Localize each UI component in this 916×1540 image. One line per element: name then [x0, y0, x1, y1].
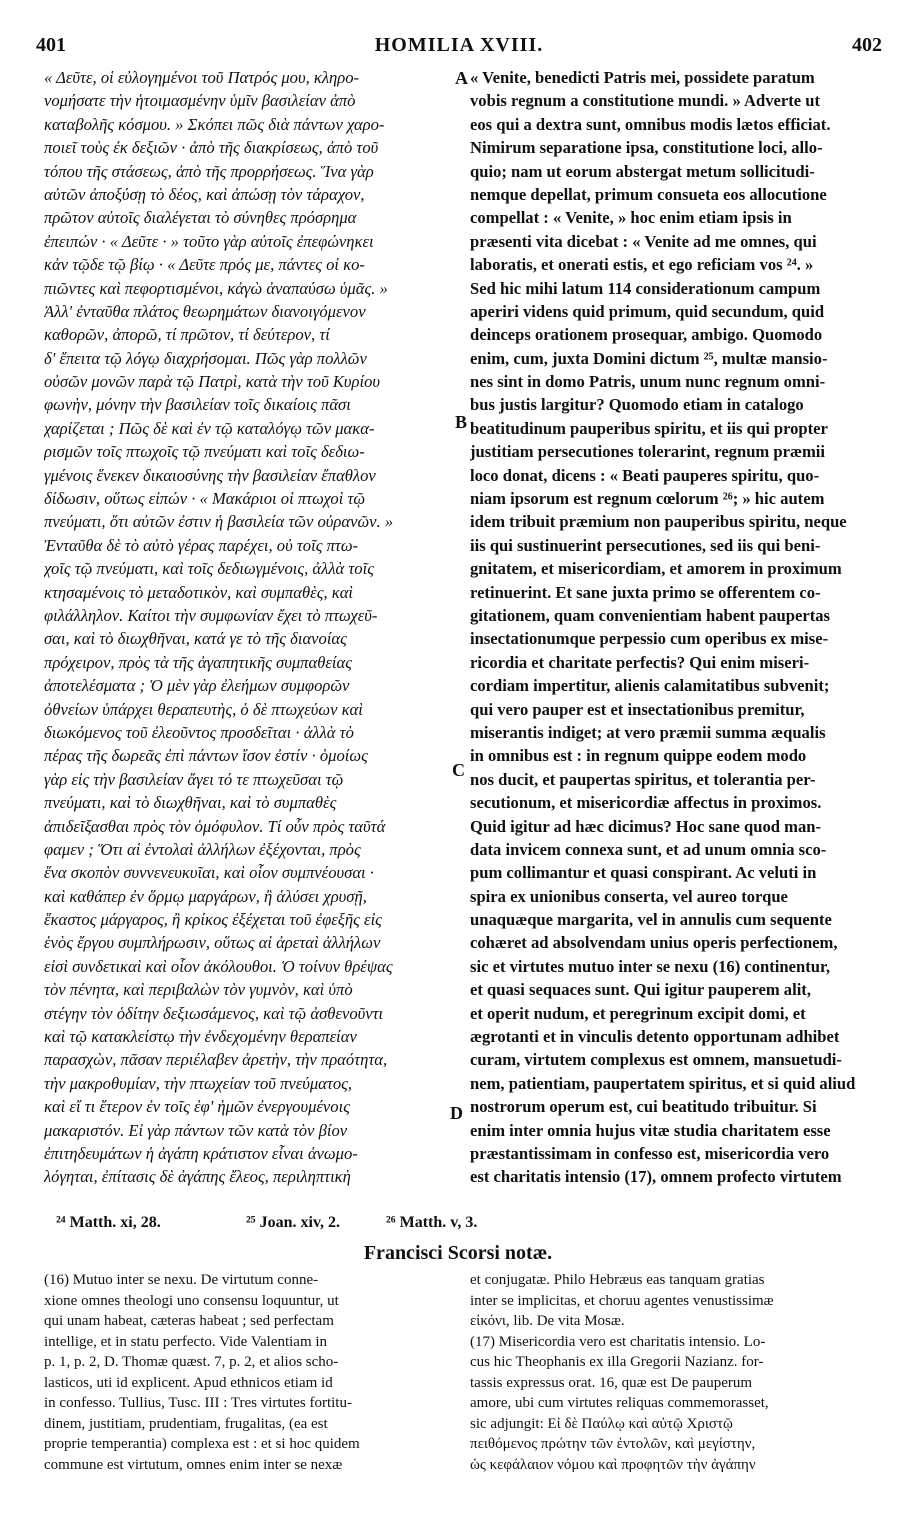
note-line: tassis expressus orat. 16, quæ est De pauperum	[470, 1374, 753, 1391]
greek-text-line: πιῶντες καὶ πεφορτισμένοι, κἀγὼ ἀναπαύσω ὑμᾶς. »	[44, 278, 388, 298]
greek-text-line: « Δεῦτε, οἱ εὐλογημένοι τοῦ Πατρός μου, κληρο-	[44, 68, 360, 87]
note-line: εἰκόνι, lib. De vita Mosæ.	[470, 1313, 625, 1329]
latin-text-line: enim inter omnia hujus vitæ studia charitatem esse	[470, 1120, 831, 1140]
note-line: xione omnes theologi uno consensu loquuntur, ut	[44, 1292, 339, 1309]
greek-text-line: ἕκαστος μάργαρος, ἢ κρίκος ἐξέχεται τοῦ ἐφεξῆς εἰς	[44, 910, 382, 930]
footnote-26: ²⁶ Matth. v, 3.	[386, 1214, 478, 1231]
greek-text-line: μακαριστόν. Εἰ γὰρ πάντων τῶν κατὰ τὸν βίον	[44, 1120, 348, 1140]
latin-text-line: bus justis largitur? Quomodo etiam in catalogo	[470, 395, 804, 415]
greek-text-line: χαρίζεται ; Πῶς δὲ καὶ ἐν τῷ καταλόγῳ τῶν μακα-	[44, 418, 375, 438]
note-line: (16) Mutuo inter se nexu. De virtutum conne-	[44, 1272, 319, 1288]
greek-text-line: καὶ τῷ κατακλείστῳ τὴν ἐνδεχομένην θεραπείαν	[44, 1027, 357, 1047]
note-line: in confesso. Tullius, Tusc. III : Tres virtutes fortitu-	[44, 1395, 352, 1411]
greek-text-line: πνεύματι, ὅτι αὐτῶν ἐστιν ἡ βασιλεία τῶν οὐρανῶν. »	[44, 512, 394, 532]
greek-text-line: καταβολῆς κόσμου. » Σκόπει πῶς διὰ πάντων χαρο-	[44, 114, 385, 134]
greek-text-line: νομήσατε τὴν ἡτοιμασμένην ὑμῖν βασιλείαν ἀπὸ	[44, 91, 356, 111]
latin-text-line: spira ex unionibus conserta, vel aureo torque	[470, 886, 788, 906]
latin-text-line: miserantis indiget; at vero præmii summa æqualis	[470, 722, 826, 742]
greek-text-line: ποιεῖ τοὺς ἐκ δεξιῶν · ἀπὸ τῆς διακρίσεως, ἀπὸ τοῦ	[44, 138, 379, 158]
latin-text-line: loco donat, dicens : « Beati pauperes spiritu, quo-	[470, 465, 820, 485]
latin-text-line: iis qui sustinuerint persecutiones, sed iis qui beni-	[470, 535, 821, 555]
greek-text-line: οὐσῶν μονῶν παρὰ τῷ Πατρὶ, κατὰ τὴν τοῦ Κυρίου	[44, 372, 381, 392]
latin-text-line: retinuerint. Et sane juxta primo se offerentem co-	[470, 582, 821, 602]
note-line: cus hic Theophanis ex illa Gregorii Nazianz. for-	[470, 1354, 764, 1370]
greek-text-column	[44, 66, 452, 1189]
latin-text-line: enim, cum, juxta Domini dictum ²⁵, multæ mansio-	[470, 348, 828, 368]
margin-letter-a: A	[455, 68, 468, 88]
latin-text-line: niam ipsorum est regnum cœlorum ²⁶; » hic autem	[470, 489, 825, 509]
greek-text-line: καθορῶν, ἀπορῶ, τί πρῶτον, τί δεύτερον, τί	[44, 325, 330, 345]
greek-text-line: φιλάλληλον. Καίτοι τὴν συμφωνίαν ἔχει τὸ πτωχεῦ-	[44, 605, 378, 625]
greek-text-line: εἰσὶ συνδετικαὶ καὶ οἷον ἀκόλουθοι. Ὁ τοίνυν θρέψας	[44, 956, 393, 976]
page-header	[36, 34, 882, 60]
latin-text-line: et operit nudum, et peregrinum excipit domi, et	[470, 1003, 806, 1023]
latin-text-line: gitationem, quam convenientiam habent paupertas	[470, 605, 831, 625]
latin-text-line: « Venite, benedicti Patris mei, possidete paratum	[470, 68, 815, 87]
notes-left-column	[44, 1270, 442, 1475]
footnote-24: ²⁴ Matth. xi, 28.	[56, 1214, 161, 1231]
page-number-left: 401	[36, 34, 66, 56]
greek-text-line: πρόχειρον, πρὸς τὰ τῆς ἀγαπητικῆς συμπαθείας	[44, 652, 352, 672]
note-line: dinem, justitiam, prudentiam, frugalitas, (ea est	[44, 1415, 328, 1432]
note-line: et conjugatæ. Philo Hebræus eas tanquam gratias	[470, 1272, 765, 1288]
footnotes	[56, 1214, 876, 1236]
greek-text-line: γμένοις ἕνεκεν δικαιοσύνης τὴν βασιλείαν ἔπαθλον	[44, 465, 376, 485]
note-line: qui unam habeat, cæteras habeat ; sed perfectam	[44, 1313, 334, 1329]
latin-text-line: Sed hic mihi latum 114 considerationum campum	[470, 278, 821, 298]
latin-text-line: cohæret ad absolvendam unius operis perfectionem,	[470, 933, 838, 953]
greek-text-line: ρισμῶν τοῖς πτωχοῖς τῷ πνεύματι καὶ τοῖς δεδιω-	[44, 442, 365, 462]
page-number-right: 402	[852, 34, 882, 56]
page-title: HOMILIA XVIII.	[374, 34, 544, 56]
greek-text-line: λόγηται, ἐπίτασις δὲ ἀγάπης ἔλεος, περιληπτικὴ	[44, 1167, 351, 1187]
greek-text-line: τόπου τῆς στάσεως, ἀπὸ τῆς προρρήσεως. Ἵνα γὰρ	[44, 161, 374, 181]
latin-text-line: præsenti vita dicebat : « Venite ad me omnes, qui	[470, 231, 817, 251]
note-line: proprie temperantia) complexa est : et si hoc quidem	[44, 1436, 360, 1452]
margin-letter-b: B	[455, 412, 468, 432]
latin-text-line: unaquæque margarita, vel in annulis cum sequente	[470, 910, 832, 930]
greek-text-line: ἐπιτηδευμάτων ἡ ἀγάπη κράτιστον εἶναι ἀνωμο-	[44, 1143, 358, 1163]
greek-text-line: φαμεν ; Ὅτι αἱ ἐντολαὶ ἀλλήλων ἐξέχονται, πρὸς	[44, 839, 361, 859]
greek-text-line: κἀν τῷδε τῷ βίῳ · « Δεῦτε πρός με, πάντες οἱ κο-	[44, 255, 365, 275]
latin-text-line: Nimirum separatione ipsa, constitutione loci, allo-	[470, 138, 823, 158]
notes-right-column	[470, 1270, 880, 1475]
note-line: ὡς κεφάλαιον νόμου καὶ προφητῶν τὴν ἀγάπην	[470, 1456, 756, 1473]
latin-text-line: idem tribuit præmium non pauperibus spiritu, neque	[470, 512, 847, 532]
latin-text-line: et quasi sequaces sunt. Qui igitur pauperem alit,	[470, 980, 811, 1000]
note-line: intellige, et in statu perfecto. Vide Valentiam in	[44, 1333, 328, 1350]
latin-text-line: ricordia et charitate perfectis? Qui enim miseri-	[470, 652, 810, 672]
latin-text-line: sic et virtutes mutuo inter se nexu (16) continentur,	[470, 956, 830, 976]
latin-text-line: in omnibus est : in regnum quippe eodem modo	[470, 746, 807, 766]
greek-text-line: Ἐνταῦθα δὲ τὸ αὐτὸ γέρας παρέχει, οὐ τοῖς πτω-	[44, 535, 359, 555]
greek-text-line: ἑνὸς ἔργου συμπλήρωσιν, οὕτως αἱ ἀρεταὶ ἀλλήλων	[44, 933, 381, 953]
greek-text-line: καὶ εἴ τι ἕτερον ἐν τοῖς ἐφ' ἡμῶν ἐνεργουμένοις	[44, 1097, 350, 1117]
greek-text-line: πέρας τῆς δωρεᾶς ἐπὶ πάντων ἴσον ἐστίν · ὁμοίως	[44, 746, 368, 766]
note-line: commune est virtutum, omnes enim inter se nexæ	[44, 1456, 343, 1473]
footnote-25: ²⁵ Joan. xiv, 2.	[246, 1214, 341, 1231]
greek-text-line: ἀπιδεῖξασθαι πρὸς τὸν ὁμόφυλον. Τί οὖν πρὸς ταῦτά	[44, 816, 386, 836]
note-line: inter se implicitas, et choruu agentes venustissimæ	[470, 1292, 774, 1309]
notes-title: Francisci Scorsi notæ.	[363, 1242, 553, 1264]
latin-text-line: secutionum, et misericordiæ affectus in proximos.	[470, 793, 822, 813]
greek-text-line: αὐτῶν ἀποξύσῃ τὸ δέος, καὶ ἀπώσῃ τὸν τάραχον,	[44, 184, 365, 204]
greek-text-line: καὶ καθάπερ ἐν ὅρμῳ μαργάρων, ἢ ἁλύσει χρυσῇ,	[44, 886, 367, 906]
latin-text-line: insectationumque perpessio cum operibus ex mise-	[470, 629, 829, 649]
latin-text-line: eos qui a dextra sunt, omnibus modis lætos efficiat.	[470, 114, 831, 134]
latin-text-line: pum collimantur et quasi conspirant. Ac veluti in	[470, 863, 817, 883]
latin-text-line: curam, virtutem complexus est omnem, mansuetudi-	[470, 1050, 842, 1070]
latin-text-line: nostrorum operum est, cui beatitudo tribuitur. Si	[470, 1097, 817, 1117]
note-line: πειθόμενος πρώτην τῶν ἐντολῶν, καὶ μεγίστην,	[470, 1436, 756, 1452]
greek-text-line: χοῖς τῷ πνεύματι, καὶ τοῖς δεδιωγμένοις, ἀλλὰ τοῖς	[44, 559, 374, 579]
greek-text-line: ἐπειπών · « Δεῦτε · » τοῦτο γὰρ αὐτοῖς ἐπεφώνηκει	[44, 231, 374, 251]
greek-text-line: ἕνα σκοπὸν συννενευκυῖαι, καὶ οἷον συμπνέουσαι ·	[44, 863, 374, 883]
latin-text-line: nem, patientiam, paupertatem spiritus, et si quid aliud	[470, 1073, 856, 1093]
latin-text-line: quio; nam ut eorum abstergat metum sollicitudi-	[470, 161, 815, 181]
greek-text-line: Ἀλλ' ἐνταῦθα πλάτος θεωρημάτων διανοιγόμενον	[44, 301, 366, 321]
latin-text-line: nemque depellat, primum consueta eos allocutione	[470, 184, 827, 204]
latin-text-line: nes sint in domo Patris, unum nunc regnum omni-	[470, 372, 826, 392]
greek-text-line: διωκόμενος τοῦ ἐλεοῦντος προσδεῖται · ἀλλὰ τὸ	[44, 722, 354, 742]
note-line: p. 1, p. 2, D. Thomæ quæst. 7, p. 2, et alios scho-	[44, 1354, 339, 1370]
latin-text-line: beatitudinum pauperibus spiritu, et iis qui propter	[470, 418, 828, 438]
greek-text-line: στέγην τὸν ὁδίτην δεξιωσάμενος, καὶ τῷ ἀσθενοῦντι	[44, 1003, 384, 1023]
latin-text-line: justitiam persecutiones tolerarint, regnum præmii	[470, 442, 826, 462]
greek-text-line: δ' ἔπειτα τῷ λόγῳ διαχρήσομαι. Πῶς γὰρ πολλῶν	[44, 348, 367, 368]
latin-text-line: data invicem connexa sunt, et ad unum omnia sco-	[470, 839, 827, 859]
greek-text-line: τὸν πένητα, καὶ περιβαλὼν τὸν γυμνὸν, καὶ ὑπὸ	[44, 980, 353, 1000]
greek-text-line: τὴν μακροθυμίαν, τὴν πτωχείαν τοῦ πνεύματος,	[44, 1073, 353, 1093]
note-line: (17) Misericordia vero est charitatis intensio. Lo-	[470, 1333, 766, 1350]
latin-text-line: præstantissimam in confesso est, misericordia vero	[470, 1143, 830, 1163]
note-line: sic adjungit: Εἰ δὲ Παύλῳ καὶ αὐτῷ Χριστῷ	[470, 1415, 733, 1432]
latin-text-line: compellat : « Venite, » hoc enim etiam ipsis in	[470, 208, 792, 228]
note-line: amore, ubi cum virtutes reliquas commemorasset,	[470, 1395, 769, 1411]
latin-text-line: aperiri videns quid primum, quid secundum, quid	[470, 301, 825, 321]
latin-text-column	[470, 66, 880, 1189]
latin-text-line: laboratis, et onerati estis, et ego reficiam vos ²⁴. »	[470, 255, 814, 275]
latin-text-line: vobis regnum a constitutione mundi. » Adverte ut	[470, 91, 821, 111]
greek-text-line: σαι, καὶ τὸ διωχθῆναι, κατά γε τὸ τῆς διανοίας	[44, 629, 347, 649]
latin-text-line: Quid igitur ad hæc dicimus? Hoc sane quod man-	[470, 816, 821, 836]
greek-text-line: παρασχὼν, πᾶσαν περιέλαβεν ἀρετὴν, τὴν πραότητα,	[44, 1050, 388, 1070]
latin-text-line: qui vero pauper est et insectationibus premitur,	[470, 699, 805, 719]
margin-letter-d: D	[450, 1103, 463, 1123]
greek-text-line: γὰρ εἰς τὴν βασιλείαν ἄγει τό τε πτωχεῦσαι τῷ	[44, 769, 344, 789]
greek-text-line: φωνὴν, μόνην τὴν βασιλείαν τοῖς δικαίοις πᾶσι	[44, 395, 351, 415]
latin-text-line: ægrotanti et in vinculis detento opportunam adhibet	[470, 1027, 840, 1047]
greek-text-line: δίδωσιν, οὕτως εἰπών · « Μακάριοι οἱ πτωχοὶ τῷ	[44, 489, 366, 509]
latin-text-line: cordiam impertitur, alienis calamitatibus subvenit;	[470, 676, 830, 696]
margin-letter-c: C	[452, 760, 465, 780]
greek-text-line: κτησαμένοις τὸ μεταδοτικὸν, καὶ συμπαθὲς, καὶ	[44, 582, 354, 602]
latin-text-line: nos ducit, et paupertas spiritus, et tolerantia per-	[470, 769, 816, 789]
greek-text-line: ἀποτελέσματα ; Ὁ μὲν γὰρ ἐλεήμων συμφορῶν	[44, 676, 350, 696]
greek-text-line: ὀθνείων ὑπάρχει θεραπευτὴς, ὁ δὲ πτωχεύων καὶ	[44, 699, 363, 719]
greek-text-line: πρῶτον αὐτοῖς διαλέγεται τὸ σύνηθες πρόσρημα	[44, 208, 357, 228]
latin-text-line: gnitatem, et misericordiam, et amorem in proximum	[470, 559, 842, 579]
latin-text-line: deinceps orationem prosequar, ambigo. Quomodo	[470, 325, 823, 345]
greek-text-line: πνεύματι, καὶ τὸ διωχθῆναι, καὶ τὸ συμπαθὲς	[44, 793, 337, 813]
note-line: lasticos, uti id explicent. Apud ethnicos etiam id	[44, 1374, 333, 1391]
latin-text-line: est charitatis intensio (17), omnem profecto virtutem	[470, 1167, 842, 1187]
